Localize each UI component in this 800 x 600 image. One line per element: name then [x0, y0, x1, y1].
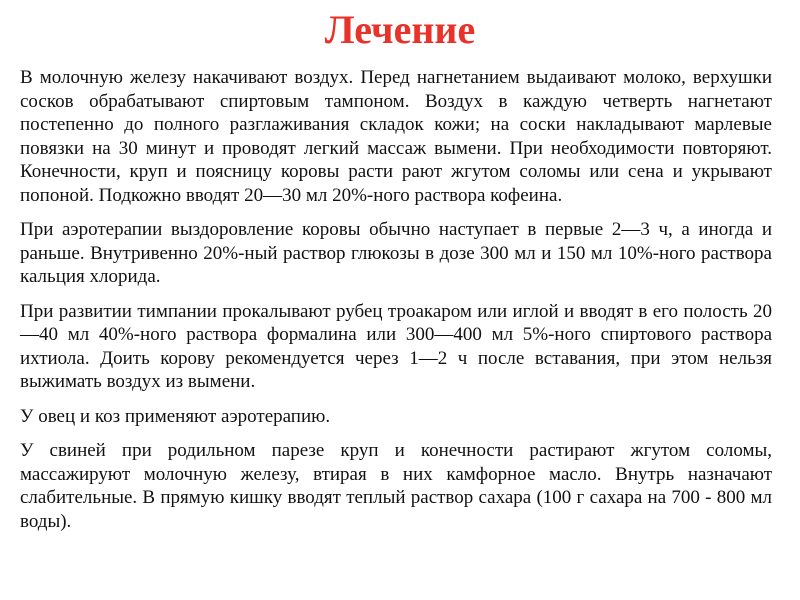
paragraph-aerotherapy-procedure: В молочную железу накачивают воздух. Перед нагнетанием выдаивают молоко, верхушки сосков обрабатывают спиртовым тампоном. Воздух в каждую четверть нагнетают постепенно до полного разглаживания складок кожи; на соски накладывают марлевые повязки на 30 минут и проводят легкий массаж вымени. При необходимости повторяют. Конечности, круп и поясницу коровы расти рают жгутом соломы или сена и укрывают попоной. Подкожно вводят 20—30 мл 20%-ного раствора кофеина.: [20, 67, 772, 206]
slide-title: Лечение: [324, 7, 476, 52]
paragraph-recovery: При аэротерапии выздоровление коровы обычно наступает в первые 2—3 ч, а иногда и раньше. Внутривенно 20%-ный раствор глюкозы в дозе 300 мл и 150 мл 10%-ного раствора кальция хлорида.: [20, 219, 772, 287]
paragraph-pigs: У свиней при родильном парезе круп и конечности растирают жгутом соломы, массажируют молочную железу, втирая в них камфорное масло. Внутрь назначают слабительные. В прямую кишку вводят теплый раствор сахара (100 г сахара на 700 - 800 мл воды).: [20, 440, 772, 532]
paragraph-sheep-goats: У овец и коз применяют аэротерапию.: [20, 405, 331, 427]
paragraph-tympania: При развитии тимпании прокалывают рубец троакаром или иглой и вводят в его полость 20—40 мл 40%-ного раствора формалина или 300—400 мл 5%-ного спиртового раствора ихтиола. Доить корову рекомендуется через 1—2 ч после вставания, при этом нельзя выжимать воздух из вымени.: [20, 300, 772, 392]
slide-body: [20, 66, 772, 544]
